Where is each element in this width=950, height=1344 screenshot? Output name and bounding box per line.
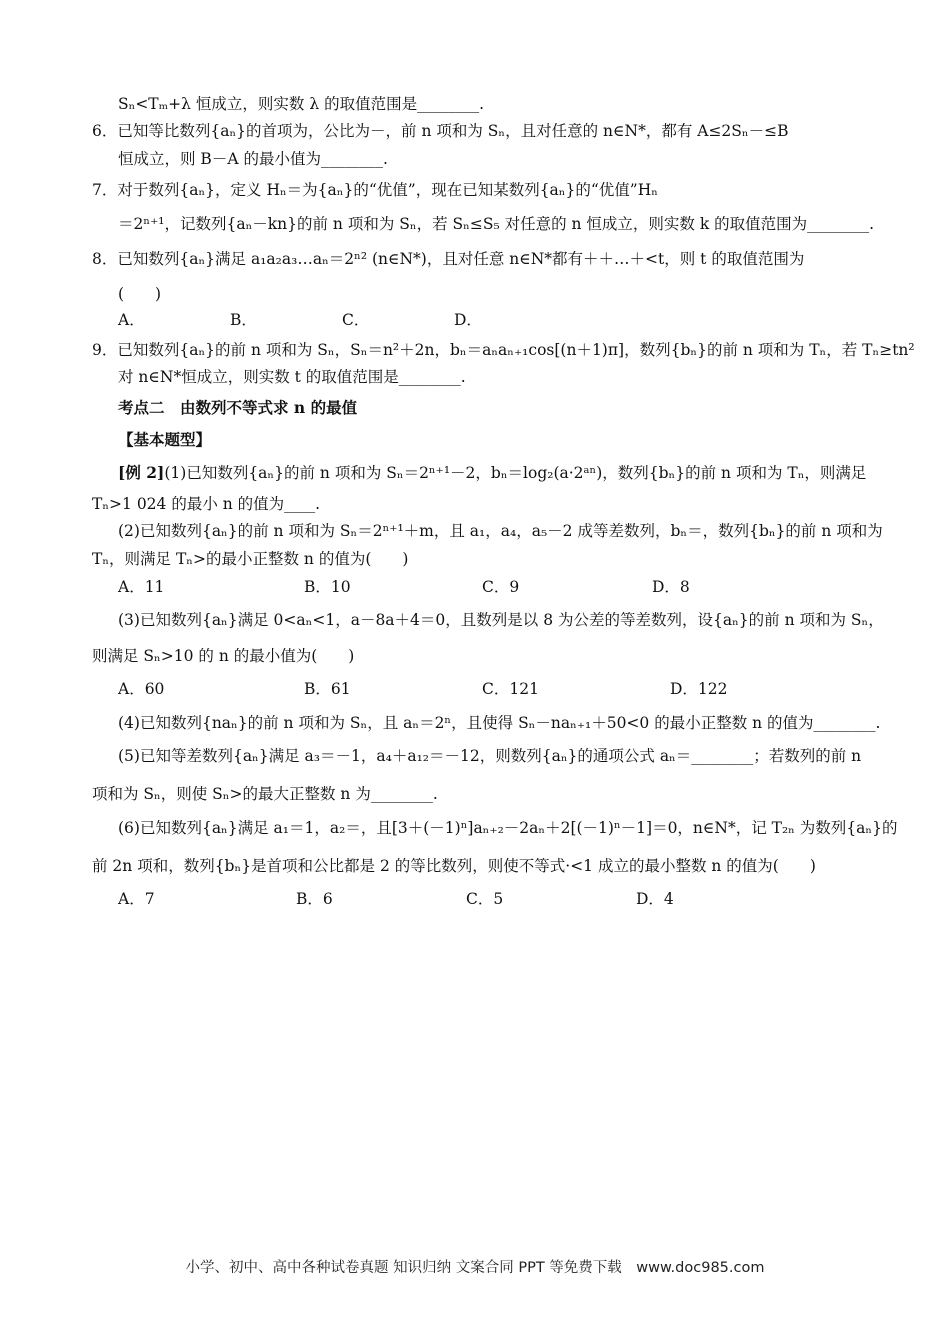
- section-heading: 考点二 由数列不等式求 n 的最值: [118, 398, 358, 417]
- option: B．: [230, 311, 257, 329]
- option: D．: [454, 311, 482, 329]
- option: A．7: [118, 890, 155, 908]
- part5-line1: (5)已知等差数列{aₙ}满足 a₃＝－1，a₄＋a₁₂＝－12，则数列{aₙ}的通项公式 aₙ＝________；若数列的前 n: [118, 747, 862, 765]
- part3-line2: 则满足 Sₙ>10 的 n 的最小值为( ): [92, 647, 355, 665]
- option: C．5: [466, 890, 504, 908]
- example2-line1: [118, 463, 866, 483]
- page-footer: 小学、初中、高中各种试卷真题 知识归纳 文案合同 PPT 等免费下载 www.doc985.com: [185, 1260, 765, 1276]
- example2-line2: Tₙ>1 024 的最小 n 的值为____.: [92, 495, 321, 513]
- subsection-heading: 【基本题型】: [118, 430, 212, 449]
- q5-continuation: Sₙ<Tₘ+λ 恒成立，则实数 λ 的取值范围是________.: [118, 95, 484, 113]
- option: C．9: [482, 578, 520, 596]
- part6-line1: (6)已知数列{aₙ}满足 a₁＝1，a₂＝，且[3＋(－1)ⁿ]aₙ₊₂－2aₙ＋2[(－1)ⁿ－1]＝0，n∈N*，记 T₂ₙ 为数列{aₙ}的: [118, 819, 898, 837]
- part3-line1: (3)已知数列{aₙ}满足 0<aₙ<1，a－8a＋4＝0，且数列是以 8 为公差的等差数列，设{aₙ}的前 n 项和为 Sₙ，: [118, 611, 884, 629]
- option: A．: [118, 311, 145, 329]
- example2-text: (1)已知数列{aₙ}的前 n 项和为 Sₙ＝2ⁿ⁺¹－2，bₙ＝log₂(a·2ᵃⁿ)，数列{bₙ}的前 n 项和为 Tₙ，则满足: [164, 464, 867, 482]
- option: D．8: [652, 578, 690, 596]
- part5-line2: 项和为 Sₙ，则使 Sₙ>的最大正整数 n 为________.: [92, 785, 438, 803]
- q7-line2: ＝2ⁿ⁺¹，记数列{aₙ－kn}的前 n 项和为 Sₙ，若 Sₙ≤S₅ 对任意的 n 恒成立，则实数 k 的取值范围为________.: [118, 215, 875, 233]
- option: A．11: [118, 578, 165, 596]
- example-tag: [例 2]: [118, 463, 165, 482]
- option: B．61: [304, 680, 351, 698]
- option: D．122: [670, 680, 728, 698]
- q9-line2: 对 n∈N*恒成立，则实数 t 的取值范围是________.: [118, 368, 466, 386]
- q8-paren: ( ): [118, 285, 162, 303]
- option: C．: [342, 311, 370, 329]
- q7-line1: 7．对于数列{aₙ}，定义 Hₙ＝为{aₙ}的“优值”，现在已知某数列{aₙ}的“优值”Hₙ: [92, 181, 658, 199]
- q9-line1: 9．已知数列{aₙ}的前 n 项和为 Sₙ，Sₙ＝n²＋2n，bₙ＝aₙaₙ₊₁cos[(n＋1)π]，数列{bₙ}的前 n 项和为 Tₙ，若 Tₙ≥tn²: [92, 341, 915, 359]
- option: C．121: [482, 680, 539, 698]
- part3-options: [118, 679, 728, 699]
- example2-part2-line1: (2)已知数列{aₙ}的前 n 项和为 Sₙ＝2ⁿ⁺¹＋m，且 a₁，a₄，a₅－2 成等差数列，bₙ＝，数列{bₙ}的前 n 项和为: [118, 522, 883, 540]
- option: A．60: [118, 680, 165, 698]
- q6-line2: 恒成立，则 B－A 的最小值为________.: [118, 150, 388, 168]
- part2-options: [118, 577, 690, 597]
- option: B．10: [304, 578, 351, 596]
- q8-line1: 8．已知数列{aₙ}满足 a₁a₂a₃…aₙ＝2ⁿ² (n∈N*)，且对任意 n∈N*都有＋＋…＋<t，则 t 的取值范围为: [92, 250, 805, 268]
- q8-options: [118, 310, 482, 330]
- option: B．6: [296, 890, 333, 908]
- q6-line1: 6．已知等比数列{aₙ}的首项为，公比为－，前 n 项和为 Sₙ，且对任意的 n∈N*，都有 A≤2Sₙ－≤B: [92, 122, 789, 140]
- example2-part2-line2: Tₙ，则满足 Tₙ>的最小正整数 n 的值为( ): [92, 550, 409, 568]
- option: D．4: [636, 890, 674, 908]
- part6-line2: 前 2n 项和，数列{bₙ}是首项和公比都是 2 的等比数列，则使不等式·<1 成立的最小整数 n 的值为( ): [92, 857, 816, 875]
- part4-line: (4)已知数列{naₙ}的前 n 项和为 Sₙ，且 aₙ＝2ⁿ，且使得 Sₙ－naₙ₊₁＋50<0 的最小正整数 n 的值为________.: [118, 714, 881, 732]
- part6-options: [118, 889, 674, 909]
